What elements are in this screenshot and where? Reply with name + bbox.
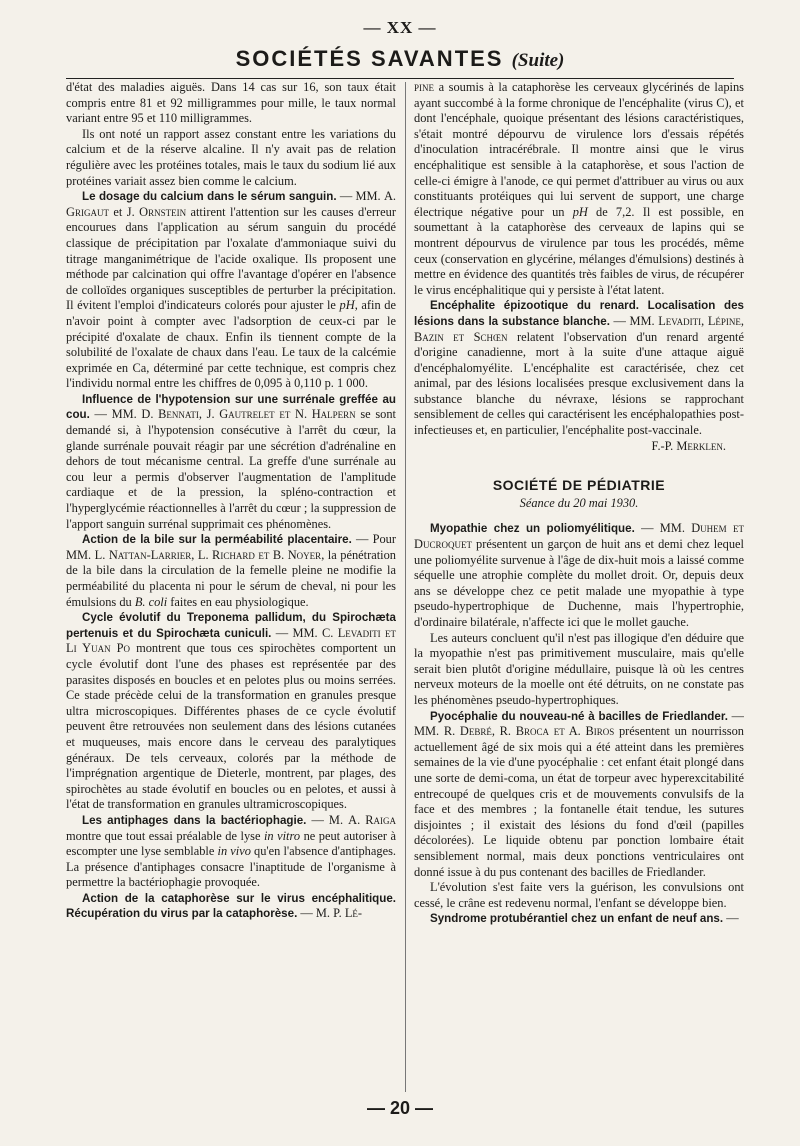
signature: F.-P. Merklen.: [651, 438, 726, 453]
paragraph: Les auteurs concluent qu'il n'est pas illogique d'en déduire que la myopathie n'est pas primitivement musculaire, mais qu'elle serait bien plutôt d'origine médullaire, puisque là où les centres nerveux moteurs de la moelle ont été détruits, on ne constate pas les phénomènes pseudo-hypertrophiques.: [414, 630, 744, 707]
abstract-title: Action de la cataphorèse sur le virus encéphalitique. Récupération du virus par la cataphorèse.: [66, 891, 396, 921]
latin-term: in vitro: [263, 828, 301, 843]
section-title: SOCIÉTÉS SAVANTES: [235, 46, 504, 71]
abstract-title: Myopathie chez un poliomyélitique.: [430, 522, 635, 536]
abstract-title: Action de la bile sur la perméabilité placentaire.: [82, 533, 352, 547]
conjunction: et: [108, 204, 127, 219]
abstract-cataphorese: [66, 891, 396, 922]
ph-term: pH: [339, 298, 355, 313]
abstract-title: Syndrome protubérantiel chez un enfant de neuf ans.: [430, 912, 724, 926]
author: J. Ornstein: [126, 204, 187, 219]
authors: L. Nattan-Larrier, L. Richard et B. Noyer: [94, 547, 322, 562]
abstract-text: , afin de n'avoir point à compter avec l'adsorption de ceux-ci par le précipité d'oxalate de chaux. Enfin ils tiennent compte de la solubilité de l'oxalate de chaux dans l'eau. Le taux de la calcémie exprimée en Ca, déterminé par cette technique, est compris chez l'individu normal entre les chiffres de 0,095 à 0,110 p. 1 000.: [66, 298, 396, 391]
dash: — M.: [306, 812, 349, 827]
abstract-text: montre que tout essai préalable de lyse: [66, 828, 264, 843]
abstract-hypotension: [66, 392, 396, 532]
abstract-text: de 7,2. Il est possible, en soumettant à la cataphorèse des cerveaux de lapins qui se montrent dépourvus de virulence par tous les procédés, même ceux (conservation en glycérine, mélanges d'émulsions) destinés à mettre en évidence des quantités très faibles de virus, de récupérer le virus encéphalitique qui y persiste à l'état latent.: [414, 204, 744, 297]
abstract-text: , la pénétration de la bile dans la circulation de la femelle pleine ne modifie la perméabilité du placenta ni pour le sérum de cheval, ni pour les émulsions du: [66, 547, 396, 609]
abstract-title: Influence de l'hypotension sur une surrénale greffée au cou.: [66, 392, 396, 422]
dash: — Pour MM.: [66, 532, 396, 562]
dash: —: [723, 911, 739, 926]
authors: D. Bennati, J. Gautrelet et N. Halpern: [141, 407, 356, 422]
dash: — MM.: [634, 521, 692, 536]
dash: — MM.: [609, 313, 659, 328]
header-rule: [66, 78, 734, 79]
authors: Duhem et Ducroquet: [414, 521, 744, 552]
abstract-treponema: [66, 610, 396, 813]
society-date: Séance du 20 mai 1930.: [519, 495, 639, 510]
dash: — MM.: [336, 189, 384, 204]
authors: A. Raiga: [348, 812, 396, 827]
authors: pine: [414, 80, 434, 94]
top-page-number: — XX —: [363, 18, 437, 37]
latin-term: in vivo: [217, 844, 251, 859]
abstract-title: Pyocéphalie du nouveau-né à bacilles de Friedlander.: [430, 709, 728, 723]
abstract-title: Les antiphages dans la bactériophagie.: [82, 813, 307, 827]
abstract-text: faites en eau physiologique.: [167, 594, 309, 609]
abstract-text: a soumis à la cataphorèse les cerveaux glycérinés de lapins ayant succombé à la forme chronique de l'encéphalite (virus C), et dont l'encéphale, quoique présentant des lésions caractéristiques, s'était montré dépourvu de virulence lors d'essais répétés d'inoculation intracérébrale. Il montre ainsi que le virus encéphalitique est sensible à la cataphorèse, et sous l'action de celle-ci émigre à l'anode, ce qui permet d'attribuer au virus ou aux constituants protéiques qui lui servent de support, une charge électrique négative pour un: [414, 80, 744, 219]
right-column: [414, 80, 744, 1095]
ph-term: pH: [572, 204, 588, 219]
column-divider: [405, 82, 406, 1092]
dash: — M.: [297, 906, 334, 921]
abstract-title: Encéphalite épizootique du renard. Localisation des lésions dans la substance blanche.: [414, 299, 744, 328]
author: A. Grigaut: [66, 189, 396, 219]
left-column: [66, 80, 396, 1095]
abstract-bile: [66, 532, 396, 610]
abstract-text: montrent que tous ces spirochètes comportent un cycle évolutif dont l'une des phases est représentée par des parasites disposés en boucles et en pelotes plus ou moins serrées. Ce stade précède celui de la transformation en granules presque ultra microscopiques. Différentes phases de ce cycle évolutif peuvent être retrouvées non seulement dans des lésions cutanées et muqueuses, mais encore dans le cerveau des paralytiques généraux. De tels cerveaux, colorés par la méthode de l'imprégnation argentique de Dieterle, montrent, par plages, des spirochètes au stade évolutif en boucles ou en pelotes, et aussi à l'état de transformation en granules ultramicroscopiques.: [66, 641, 396, 812]
species-term: B. coli: [134, 594, 168, 609]
paragraph: L'évolution s'est faite vers la guérison, les convulsions ont cessé, le crâne est redevenu normal, l'enfant se développe bien.: [414, 880, 744, 910]
abstract-antiphages: [66, 813, 396, 891]
authors: P. Lé-: [333, 906, 363, 921]
abstract-pyocephalie: [414, 709, 744, 881]
authors: R. Debré, R. Broca et A. Biros: [443, 724, 615, 739]
paragraph: Ils ont noté un rapport assez constant entre les variations du calcium et de la réserve alcaline. Il n'y avait pas de relation régulière avec les protéines totales, mais le taux du sodium lié aux protéines variait assez bien comme le calcium.: [66, 126, 396, 188]
authors: C. Levaditi et Li Yuan Po: [66, 625, 396, 656]
abstract-text: relatent l'observation d'un renard argenté d'origine canadienne, mort à la suite d'une attaque aiguë d'encéphalomyélite. L'encéphalite est caractérisée, chez cet animal, par des lésions localisées presque exclusivement dans la substance blanche du névraxe, lésions se rapprochant sensiblement de celles qui caractérisent les encéphalopathies post-infectieuses et, en particulier, l'encéphalite post-vaccinale.: [414, 329, 744, 438]
dash: — MM.: [414, 708, 744, 739]
abstract-syndrome: [414, 911, 744, 927]
abstract-text: se sont demandé si, à l'hypotension consécutive à l'arrêt du cœur, la glande surrénale pouvait réagir par une sécrétion d'adrénaline en dehors de tout mécanisme central. La greffe d'une surrénale au cou leur a permis d'observer l'augmentation de l'amplitude cardiaque et de la pression, la spléno-contraction et l'hyperglycémie réactionnelles à l'arrêt du cœur ; la suppression de l'apport sanguin surrénal supprimait ces phénomènes.: [66, 407, 396, 531]
section-heading: [0, 46, 800, 72]
society-title: SOCIÉTÉ DE PÉDIATRIE: [492, 477, 666, 494]
dash: — MM.: [271, 625, 323, 640]
page-number: — 20 —: [366, 1098, 434, 1118]
abstract-myopathie: [414, 521, 744, 630]
section-suffix: (Suite): [511, 50, 565, 71]
authors: Levaditi, Lépine, Bazin et Schœn: [414, 313, 744, 344]
paragraph: d'état des maladies aiguës. Dans 14 cas sur 16, son taux était compris entre 81 et 92 milligrammes pour mille, le taux normal variant entre 95 et 110 milligrammes.: [66, 80, 396, 126]
abstract-text: attirent l'attention sur les causes d'erreur encourues dans l'application au sérum sanguin du procédé classique de précipitation par l'oxalate d'ammoniaque suivi du titrage manganimétrique de l'acide oxalique. Ils proposent une méthode par calcination qui offre l'avantage d'opérer en l'absence de colloïdes organiques susceptibles de perturber la précipitation. Il évitent l'emploi d'indicateurs colorés pour ajuster le: [66, 204, 396, 313]
abstract-text: qu'en l'absence d'antiphages. La présence d'antiphages consacre l'inaptitude de l'organisme à permettre la bactériophagie provoquée.: [66, 844, 396, 890]
abstract-cataphorese-cont: [414, 80, 744, 298]
abstract-text: ne peut autoriser à escompter une lyse semblable: [66, 828, 396, 859]
abstract-text: présentent un garçon de huit ans et demi chez lequel une poliomyélite survenue à l'âge de dix-huit mois a laissé comme séquelle une atrophie complète du mollet droit. Or, depuis deux ans se développe chez ce petit malade une myopathie à type pseudo-hypertrophique de Duchenne, mais l'hypertrophie, d'ordinaire bilatérale, n'affecte ici que le mollet gauche.: [414, 537, 744, 629]
abstract-renard: [414, 298, 744, 438]
abstract-calcium: [66, 189, 396, 392]
abstract-title: Le dosage du calcium dans le sérum sanguin.: [82, 190, 337, 204]
dash: — MM.: [89, 407, 142, 422]
abstract-title: Cycle évolutif du Treponema pallidum, du Spirochæta pertenuis et du Spirochæta cuniculi.: [66, 611, 396, 640]
abstract-text: présentent un nourrisson actuellement âgé de six mois qui a été atteint dans les premières semaines de la vie d'une pyocéphalie : cet enfant était plongé dans une sorte de demi-coma, un état de torpeur avec hyperexcitabilité entrecoupé de quelques cris et de mouvements convulsifs de la face et des membres ; la fontanelle était tendue, les sutures disjointes ; il existait des lésions du fond d'œil (papilles décolorées). Le liquide obtenu par ponction lombaire était sensiblement normal, mais deux ponctions ventriculaires ont donné issue à du pus contenant des bacilles de Friedlander.: [414, 724, 744, 879]
